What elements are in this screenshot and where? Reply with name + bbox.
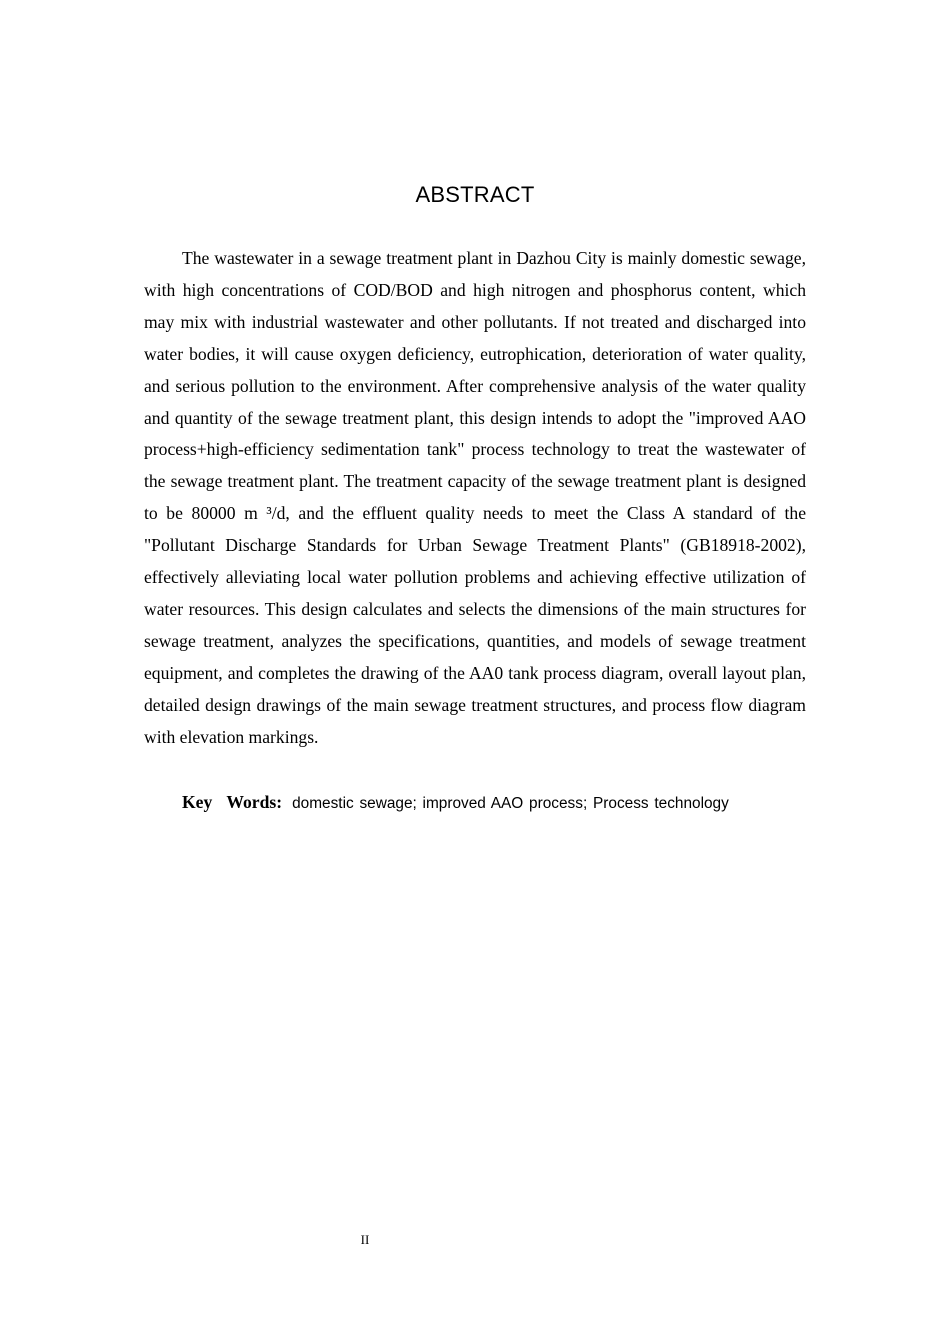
keywords-line [182, 787, 822, 819]
abstract-title: ABSTRACT [415, 182, 535, 207]
keywords-text: domestic sewage; improved AAO process; Process technology [292, 795, 729, 812]
page-number: II [360, 1232, 370, 1247]
abstract-paragraph: The wastewater in a sewage treatment plant in Dazhou City is mainly domestic sewage, with high concentrations of COD/BOD and high nitrogen and phosphorus content, which may mix with industrial wastewater and other pollutants. If not treated and discharged into water bodies, it will cause oxygen deficiency, eutrophication, deterioration of water quality, and serious pollution to the environment. After comprehensive analysis of the water quality and quantity of the sewage treatment plant, this design intends to adopt the "improved AAO process+high-efficiency sedimentation tank" process technology to treat the wastewater of the sewage treatment plant. The treatment capacity of the sewage treatment plant is designed to be 80000 m ³/d, and the effluent quality needs to meet the Class A standard of the "Pollutant Discharge Standards for Urban Sewage Treatment Plants" (GB18918-2002), effectively alleviating local water pollution problems and achieving effective utilization of water resources. This design calculates and selects the dimensions of the main structures for sewage treatment, analyzes the specifications, quantities, and models of sewage treatment equipment, and completes the drawing of the AA0 tank process diagram, overall layout plan, detailed design drawings of the main sewage treatment structures, and process flow diagram with elevation markings. [144, 248, 806, 747]
keywords-label: Key Words: [182, 792, 283, 812]
